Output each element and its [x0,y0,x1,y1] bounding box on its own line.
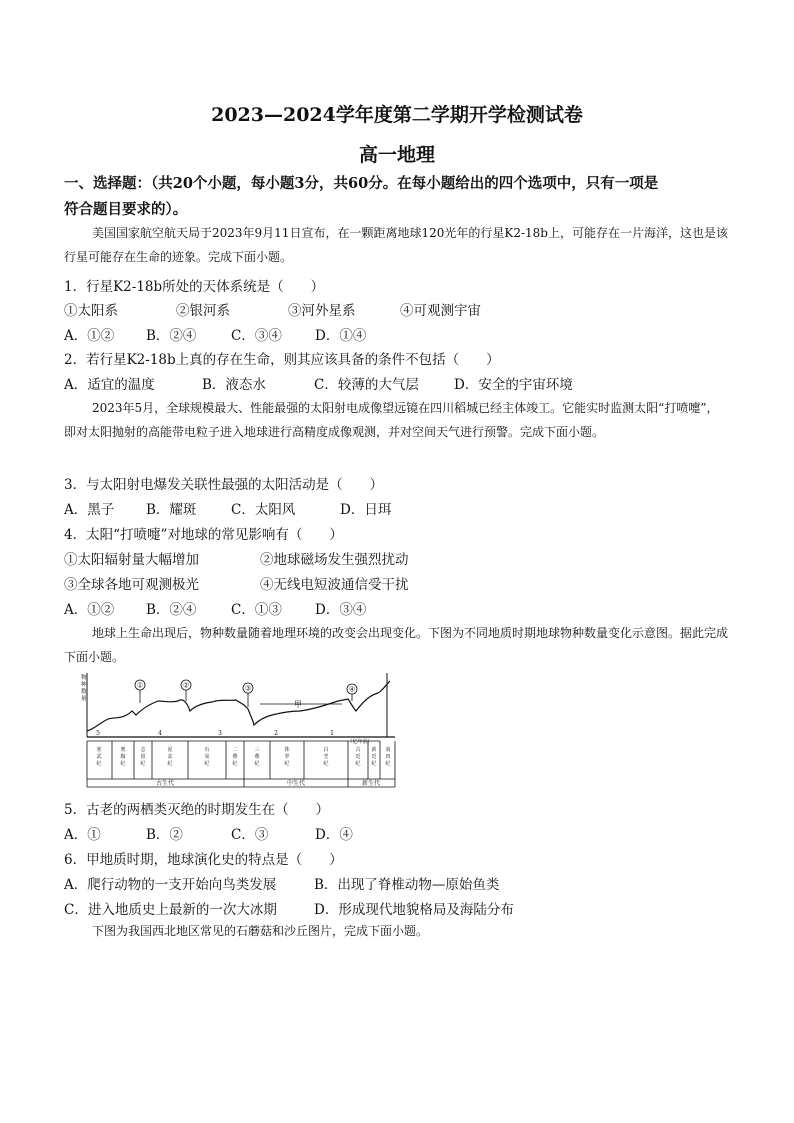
question-4-items-row2 [64,573,664,595]
q4-option-c: C．①③ [231,602,282,618]
question-4-stem: 4．太阳“打喷嚏”对地球的常见影响有（ ） [64,527,343,543]
svg-text:三: 三 [254,747,260,753]
svg-text:罗: 罗 [284,754,290,760]
q3-option-b: B．耀斑 [146,502,197,518]
svg-text:泥: 泥 [167,747,173,753]
q5-option-a: A．① [64,827,101,843]
question-1-stem: 1．行星K2-18b所处的天体系统是（ ） [64,279,325,295]
event-marker-3-label: ③ [244,684,252,693]
fig-ylabel-2: 种 [81,682,87,688]
passage-1: 美国国家航空航天局于2023年9月11日宣布，在一颗距离地球120光年的行星K2-18b上，可能存在一片海洋，这也是该行星可能存在生命的迹象。完成下面小题。 [64,226,728,264]
svg-text:古: 古 [355,747,361,753]
question-4-options [64,598,664,620]
svg-text:纪: 纪 [385,761,391,767]
q1-option-c: C．③④ [231,328,282,344]
q4-item-2: ②地球磁场发生强烈扰动 [260,552,409,568]
question-6-options-row2 [64,898,704,920]
svg-text:纪: 纪 [120,761,126,767]
svg-text:陶: 陶 [120,754,126,760]
passage-2: 2023年5月，全球规模最大、性能最强的太阳射电成像望远镜在四川稻城已经主体竣工。它能实时监测太阳“打喷嚏”，即对太阳抛射的高能带电粒子进入地球进行高精度成像观测，并对空间天气进行预警。完成下面小题。 [64,401,719,439]
svg-text:石: 石 [204,747,210,753]
question-2-options [64,373,684,395]
period-jurassic [284,746,289,767]
question-1-items [64,299,664,321]
svg-text:白: 白 [323,747,329,753]
fig-ylabel-3: 数 [81,689,87,695]
period-silurian [140,746,146,767]
passage-4: 下图为我国西北地区常见的石蘑菇和沙丘图片，完成下面小题。 [92,924,429,938]
question-5-stem: 5．古老的两栖类灭绝的时期发生在（ ） [64,802,330,818]
section-heading-line2: 符合题目要求的）。 [64,201,188,218]
svg-text:近: 近 [355,754,361,760]
q1-option-d: D．①④ [315,328,367,344]
period-neogene [371,746,376,767]
tick-5: 5 [96,730,100,737]
q4-item-1: ①太阳辐射量大幅增加 [64,552,199,568]
species-count-figure [80,671,402,790]
q1-item-1: ①太阳系 [64,303,118,319]
era-paleozoic: 古生代 [155,780,175,787]
period-triassic [254,747,259,767]
q6-option-d: D．形成现代地貌格局及海陆分布 [314,902,514,918]
q1-item-4: ④可观测宇宙 [400,303,481,319]
svg-text:留: 留 [140,754,146,760]
jia-label: 甲 [294,700,302,709]
svg-text:新: 新 [371,747,377,753]
species-curve [87,681,390,731]
svg-text:纪: 纪 [355,761,361,767]
svg-text:第: 第 [385,747,391,753]
event-marker-4-label: ④ [348,685,356,694]
svg-text:武: 武 [96,754,102,760]
question-1-options [64,324,664,346]
svg-text:寒: 寒 [96,747,102,753]
passage-3: 地球上生命出现后，物种数量随着地理环境的改变会出现变化。下图为不同地质时期地球物种数量变化示意图。据此完成下面小题。 [64,626,729,664]
svg-text:纪: 纪 [96,761,102,767]
q1-option-a: A．①② [64,328,115,344]
svg-text:侏: 侏 [284,747,290,753]
time-unit: （亿年前） [347,739,373,745]
q6-option-b: B．出现了脊椎动物—原始鱼类 [314,877,500,893]
question-3-options [64,498,664,520]
question-3-stem: 3．与太阳射电爆发关联性最强的太阳活动是（ ） [64,477,384,493]
q4-option-d: D．③④ [315,602,367,618]
era-cenozoic: 新生代 [361,780,381,787]
era-mesozoic: 中生代 [286,780,306,787]
event-marker-1 [135,680,145,703]
svg-text:纪: 纪 [371,761,377,767]
svg-text:纪: 纪 [167,761,173,767]
svg-text:叠: 叠 [254,754,260,760]
q6-option-c: C．进入地质史上最新的一次大冰期 [64,902,277,918]
svg-text:纪: 纪 [140,761,146,767]
svg-text:垩: 垩 [323,754,329,760]
q5-option-d: D．④ [315,827,353,843]
exam-subtitle: 高一地理 [358,144,435,166]
q1-option-b: B．②④ [146,328,197,344]
svg-text:纪: 纪 [323,761,329,767]
svg-text:志: 志 [140,747,146,753]
q2-option-a: A．适宜的温度 [64,377,155,393]
exam-title: 2023—2024学年度第二学期开学检测试卷 [211,104,583,126]
q3-option-c: C．太阳风 [231,502,296,518]
period-permian [232,747,237,767]
q2-option-b: B．液态水 [202,377,266,393]
q6-option-a: A．爬行动物的一支开始向鸟类发展 [64,877,277,893]
svg-text:四: 四 [385,754,391,760]
q2-option-c: C．较薄的大气层 [314,377,419,393]
svg-text:叠: 叠 [232,754,238,760]
q1-item-3: ③河外星系 [288,303,356,319]
event-marker-4 [347,684,357,701]
question-4-items-row1 [64,548,664,570]
period-quaternary [385,746,390,767]
svg-text:纪: 纪 [204,761,210,767]
question-6-stem: 6．甲地质时期，地球演化史的特点是（ ） [64,852,343,868]
q3-option-a: A．黑子 [64,502,115,518]
event-marker-3 [243,683,253,707]
period-devonian [167,746,172,767]
period-paleogene [355,746,360,767]
question-5-options [64,823,664,845]
svg-text:纪: 纪 [254,761,260,767]
svg-text:纪: 纪 [232,761,238,767]
tick-1: 1 [330,730,334,737]
fig-ylabel-4: 量 [81,696,87,702]
svg-text:二: 二 [232,747,238,753]
q3-option-d: D．日珥 [340,502,392,518]
tick-2: 2 [274,730,278,737]
q4-option-b: B．②④ [146,602,197,618]
q5-option-c: C．③ [231,827,269,843]
svg-text:盆: 盆 [167,754,173,760]
tick-4: 4 [158,730,162,737]
event-marker-1-label: ① [136,681,144,690]
q1-item-2: ②银河系 [176,303,230,319]
event-marker-2 [181,680,191,701]
q5-option-b: B．② [146,827,183,843]
fig-ylabel-1: 物 [81,675,87,681]
period-cretaceous [323,746,328,767]
period-ordovician [120,746,125,767]
svg-text:纪: 纪 [284,761,290,767]
tick-3: 3 [218,730,222,737]
q2-option-d: D．安全的宇宙环境 [454,377,573,393]
question-2-stem: 2．若行星K2-18b上真的存在生命，则其应该具备的条件不包括（ ） [64,352,500,368]
q4-item-3: ③全球各地可观测极光 [64,577,199,593]
svg-text:近: 近 [371,754,377,760]
section-heading-line1: 一、选择题：（共20个小题，每小题3分，共60分。在每小题给出的四个选项中，只有一项是 [64,175,659,192]
period-carboniferous [204,746,209,767]
question-6-options-row1 [64,873,704,895]
q4-option-a: A．①② [64,602,115,618]
period-cambrian [96,746,101,767]
svg-text:炭: 炭 [204,754,210,760]
svg-text:奥: 奥 [120,747,126,753]
q4-item-4: ④无线电短波通信受干扰 [260,577,409,593]
event-marker-2-label: ② [182,681,190,690]
